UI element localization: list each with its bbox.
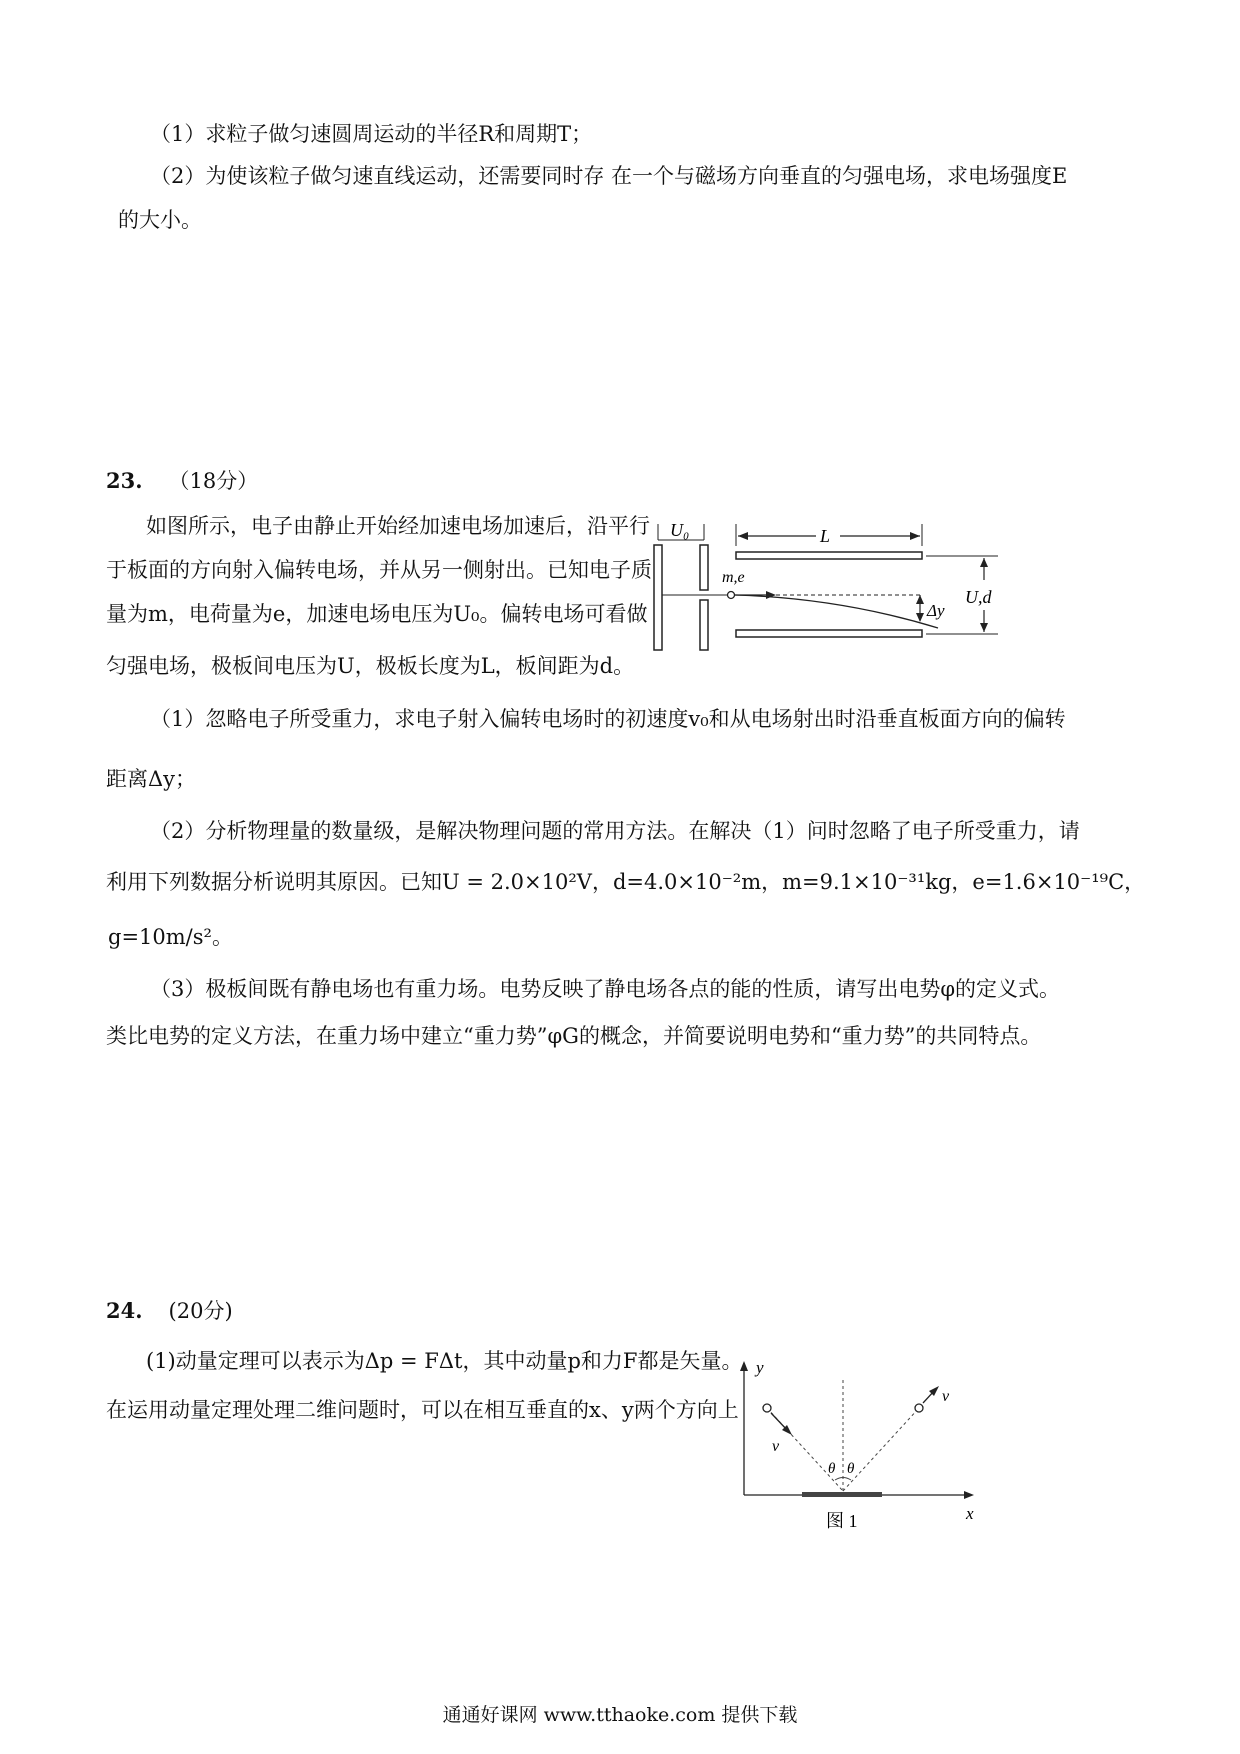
deflection-diagram bbox=[640, 510, 1010, 670]
axis-label-x: x bbox=[966, 1504, 974, 1523]
axis-label-y: y bbox=[756, 1358, 764, 1377]
q24-header bbox=[106, 1295, 233, 1325]
label-v-in: v bbox=[772, 1438, 780, 1455]
q23-part3: （3）极板间既有静电场也有重力场。电势反映了静电场各点的能的性质，请写出电势φ的定义式。 bbox=[150, 977, 1061, 1001]
q24-number: 24. bbox=[106, 1298, 143, 1323]
electron bbox=[728, 592, 735, 599]
q24-part1-cont: 在运用动量定理处理二维问题时，可以在相互垂直的x、y两个方向上 bbox=[106, 1398, 739, 1422]
q23-intro-1: 如图所示，电子由静止开始经加速电场加速后，沿平行 bbox=[146, 514, 650, 538]
q23-part2: （2）分析物理量的数量级，是解决物理问题的常用方法。在解决（1）问时忽略了电子所受重力，请 bbox=[150, 819, 1080, 843]
q23-part1-cont: 距离Δy； bbox=[106, 767, 197, 791]
q24-part1: (1)动量定理可以表示为Δp = FΔt，其中动量p和力F都是矢量。 bbox=[146, 1349, 743, 1373]
label-u0: U₀ bbox=[670, 520, 690, 540]
accel-plate-right-bottom bbox=[700, 600, 708, 650]
q22-part2-cont: 的大小。 bbox=[118, 208, 202, 232]
label-v-out: v bbox=[942, 1388, 950, 1405]
q23-part1: （1）忽略电子所受重力，求电子射入偏转电场时的初速度v₀和从电场射出时沿垂直板面方向的偏转 bbox=[150, 707, 1066, 731]
ball-outgoing bbox=[915, 1404, 923, 1412]
deflect-plate-bottom bbox=[736, 630, 922, 637]
deflect-plate-top bbox=[736, 552, 922, 559]
q23-intro-2: 于板面的方向射入偏转电场，并从另一侧射出。已知电子质 bbox=[106, 558, 652, 582]
q23-intro-4: 匀强电场，极板间电压为U，极板长度为L，板间距为d。 bbox=[106, 654, 635, 678]
label-l: L bbox=[820, 526, 831, 546]
accel-plate-right-top bbox=[700, 545, 708, 590]
q23-header bbox=[106, 465, 258, 495]
q23-part3-cont: 类比电势的定义方法，在重力场中建立“重力势”φG的概念，并简要说明电势和“重力势”的共同特点。 bbox=[106, 1024, 1042, 1048]
accel-plate-left bbox=[654, 545, 662, 650]
q23-number: 23. bbox=[106, 468, 143, 493]
collision-diagram bbox=[730, 1355, 1000, 1535]
q24-points: (20分) bbox=[168, 1299, 233, 1323]
figure-caption: 图 1 bbox=[826, 1511, 858, 1531]
label-me: m,e bbox=[722, 569, 745, 586]
label-ud: U,d bbox=[965, 587, 992, 607]
electron-trajectory bbox=[735, 595, 938, 628]
page-footer: 通通好课网 www.tthaoke.com 提供下载 bbox=[442, 1704, 798, 1726]
q23-part2-data: g=10m/s²。 bbox=[108, 925, 233, 949]
label-dy: Δy bbox=[927, 601, 945, 620]
q23-points: （18分） bbox=[168, 469, 259, 493]
label-theta-right: θ bbox=[847, 1461, 855, 1477]
label-theta-left: θ bbox=[828, 1461, 836, 1477]
q23-part2-cont: 利用下列数据分析说明其原因。已知U = 2.0×10²V，d=4.0×10⁻²m，m=9.1×10⁻³¹kg，e=1.6×10⁻¹⁹C， bbox=[106, 870, 1146, 894]
q23-intro-3: 量为m，电荷量为e，加速电场电压为U₀。偏转电场可看做 bbox=[106, 602, 648, 626]
q22-part2: （2）为使该粒子做匀速直线运动，还需要同时存 在一个与磁场方向垂直的匀强电场，求电场强度E bbox=[150, 164, 1068, 188]
q22-part1: （1）求粒子做匀速圆周运动的半径R和周期T； bbox=[150, 122, 593, 146]
ball-incoming bbox=[763, 1404, 771, 1412]
surface bbox=[802, 1492, 882, 1497]
